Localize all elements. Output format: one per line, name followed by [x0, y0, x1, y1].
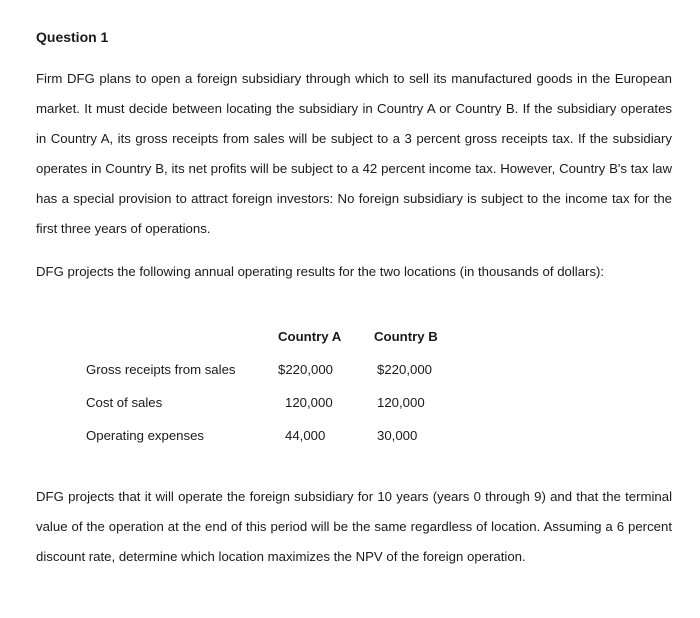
- cell-country-b: $220,000: [377, 362, 433, 377]
- table-header-blank: [86, 320, 278, 353]
- row-label: Cost of sales: [86, 395, 163, 410]
- cell-country-a: 44,000: [285, 428, 326, 443]
- row-label: Operating expenses: [86, 428, 205, 443]
- problem-paragraph-intro: Firm DFG plans to open a foreign subsidiary through which to sell its manufactured goods in the European market. It must decide between locating the subsidiary in Country A or Country B. If the subsidiary operates in Country A, its gross receipts from sales will be subject to a 3 percent gross receipts tax. If the subsidiary operates in Country B, its net profits will be subject to a 42 percent income tax. However, Country B's tax law has a special provision to attract foreign investors: No foreign subsidiary is subject to the income tax for the first three years of operations.: [36, 71, 672, 236]
- row-label: Gross receipts from sales: [86, 362, 236, 377]
- cell-country-a: 120,000: [285, 395, 333, 410]
- table-header-row: [86, 320, 456, 353]
- table-header-country-b: Country B: [374, 329, 438, 344]
- table-row: [86, 386, 456, 419]
- cell-country-b: 30,000: [377, 428, 418, 443]
- cell-country-b: 120,000: [377, 395, 425, 410]
- table-row: [86, 419, 456, 452]
- operating-results-table: [86, 320, 456, 452]
- table-row: [86, 353, 456, 386]
- cell-country-a: $220,000: [278, 362, 334, 377]
- question-title: Question 1: [36, 29, 109, 45]
- table-header-country-a: Country A: [278, 329, 342, 344]
- problem-paragraph-projections: DFG projects the following annual operating results for the two locations (in thousands of dollars):: [36, 264, 605, 279]
- problem-paragraph-question: DFG projects that it will operate the foreign subsidiary for 10 years (years 0 through 9) and that the terminal value of the operation at the end of this period will be the same regardless of location. Assuming a 6 percent discount rate, determine which location maximizes the NPV of the foreign operation.: [36, 489, 672, 564]
